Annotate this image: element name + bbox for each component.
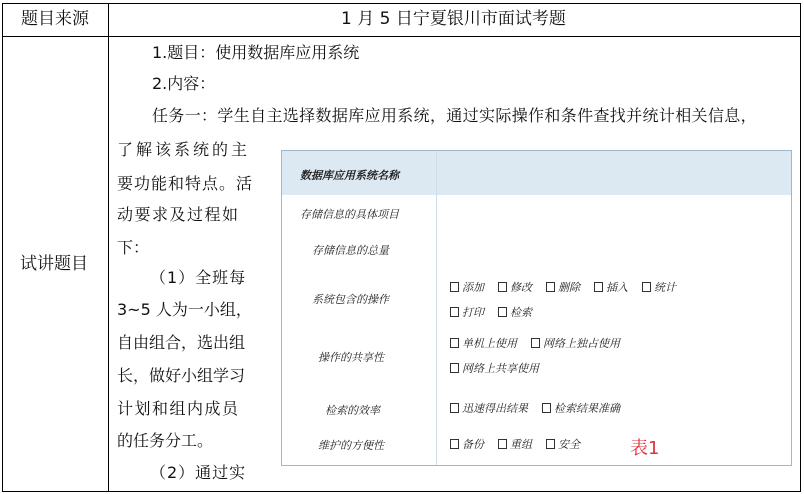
form-options-maintenance: [450, 436, 580, 452]
checkbox-backup[interactable]: 备份: [450, 438, 484, 451]
checkbox-add[interactable]: 添加: [450, 281, 484, 294]
row-label-lecture-topic: 试讲题目: [20, 254, 88, 274]
checkbox-insert[interactable]: 插入: [594, 281, 628, 294]
form-row-label: 系统包含的操作: [312, 293, 389, 306]
checkbox-network-exclusive[interactable]: 网络上独占使用: [531, 337, 620, 350]
content-wrap-line: 自由组合，选出组: [117, 333, 246, 352]
content-wrap-line: （1）全班每: [150, 268, 247, 287]
table-right-border: [800, 3, 801, 492]
checkbox-fast-result[interactable]: 迅速得出结果: [450, 402, 528, 415]
table-column-divider: [108, 3, 109, 492]
form-row-label: 存储信息的具体项目: [300, 208, 399, 221]
content-wrap-line: 下：: [117, 238, 150, 257]
table-left-border: [2, 3, 3, 492]
form-options-sharing-row1: [450, 335, 620, 351]
form-options-sharing-row2: [450, 360, 539, 376]
checkbox-statistics[interactable]: 统计: [642, 281, 676, 294]
form-options-efficiency: [450, 400, 620, 416]
content-topic-line: 1.题目：使用数据库应用系统: [152, 43, 360, 62]
table-header-divider: [2, 36, 801, 37]
form-row-label: 检索的效率: [325, 404, 380, 417]
content-wrap-line: 动要求及过程如: [117, 205, 240, 224]
checkbox-reorganize[interactable]: 重组: [498, 438, 532, 451]
checkbox-accurate-result[interactable]: 检索结果准确: [542, 402, 620, 415]
header-exam-title: 1 月 5 日宁夏银川市面试考题: [341, 9, 566, 29]
form-row-label: 维护的方便性: [318, 439, 384, 452]
form-header-label: 数据库应用系统名称: [300, 169, 399, 182]
form-options-operations-row1: [450, 279, 676, 295]
content-wrap-line: 计划和组内成员: [117, 399, 240, 418]
content-wrap-line: （2）通过实: [150, 463, 247, 482]
content-wrap-line: 的任务分工。: [117, 431, 214, 450]
content-content-line: 2.内容：: [152, 74, 216, 93]
checkbox-modify[interactable]: 修改: [498, 281, 532, 294]
database-system-form: [281, 150, 792, 466]
table-top-border: [2, 3, 801, 4]
form-row-label: 存储信息的总量: [312, 244, 389, 257]
checkbox-security[interactable]: 安全: [546, 438, 580, 451]
checkbox-search[interactable]: 检索: [498, 306, 532, 319]
content-wrap-line: 3~5 人为一小组，: [117, 300, 252, 319]
checkbox-network-shared[interactable]: 网络上共享使用: [450, 362, 539, 375]
form-row-label: 操作的共享性: [318, 351, 384, 364]
content-wrap-line: 长，做好小组学习: [117, 366, 246, 385]
table-number-badge: 表1: [630, 438, 660, 459]
content-task-line: 任务一：学生自主选择数据库应用系统，通过实际操作和条件查找并统计相关信息，: [152, 106, 757, 125]
content-wrap-line: 了解该系统的主: [117, 140, 251, 159]
checkbox-print[interactable]: 打印: [450, 306, 484, 319]
checkbox-standalone[interactable]: 单机上使用: [450, 337, 517, 350]
content-wrap-line: 要功能和特点。活: [117, 174, 254, 193]
form-options-operations-row2: [450, 304, 532, 320]
header-source-label: 题目来源: [21, 9, 89, 29]
table-bottom-border: [2, 491, 801, 492]
form-column-divider: [436, 151, 437, 465]
checkbox-delete[interactable]: 删除: [546, 281, 580, 294]
